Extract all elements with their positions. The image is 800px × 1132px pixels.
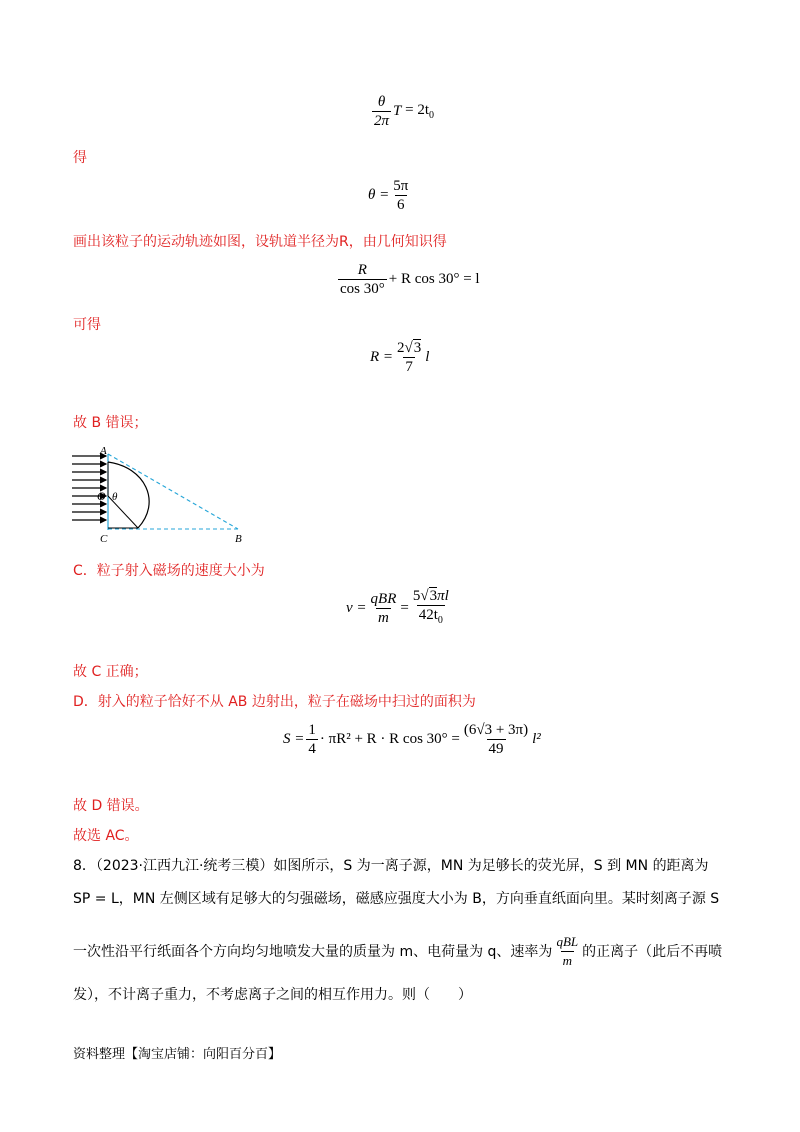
footer-source: 资料整理【淘宝店铺：向阳百分百】: [73, 1047, 282, 1062]
frac-num: θ: [377, 94, 386, 110]
tail: l: [425, 349, 430, 365]
equals: =: [400, 600, 409, 616]
frac-den: 6: [397, 197, 405, 213]
lhs: v =: [346, 600, 367, 616]
line3-part-a: 一次性沿平行纸面各个方向均匀地喷发大量的质量为 m、电荷量为 q、速率为: [73, 943, 553, 960]
frac-num: R: [357, 262, 367, 278]
trajectory-figure: [70, 442, 250, 544]
question-8-line-3: [73, 934, 722, 969]
label-B: B: [235, 533, 242, 544]
incident-particle-arrows: [72, 456, 106, 520]
frac-den: m: [378, 610, 389, 626]
frac-num: 5√3πl: [412, 588, 449, 604]
label-C: C: [100, 533, 108, 544]
frac-den: $42t_0$: [417, 605, 445, 629]
equation-radius: [370, 340, 429, 375]
lhs: R =: [370, 349, 394, 365]
equation-theta-period: [370, 94, 434, 129]
text-D-wrong: 故 D 错误。: [73, 798, 149, 814]
lhs: θ =: [368, 187, 390, 203]
text-option-D: D．射入的粒子恰好不从 AB 边射出，粒子在磁场中扫过的面积为: [73, 694, 476, 710]
mid: · πR² + R · R cos 30° =: [319, 731, 460, 747]
frac-num: (6√3 + 3π): [463, 722, 529, 738]
question-8-line-4: 发），不计离子重力，不考虑离子之间的相互作用力。则（ ）: [73, 987, 472, 1003]
frac-num: qBL: [556, 934, 579, 949]
frac-num: 1: [308, 722, 316, 738]
label-theta: θ: [112, 491, 118, 503]
frac-den: cos 30°: [340, 281, 385, 297]
frac-den: 7: [405, 359, 413, 375]
text-draw-trajectory: 画出该粒子的运动轨迹如图，设轨道半径为R，由几何知识得: [73, 234, 447, 250]
text-C-correct: 故 C 正确；: [73, 664, 148, 680]
line-AB: [108, 454, 238, 529]
rhs: = $2t_0$: [405, 102, 434, 121]
text-kede: 可得: [73, 317, 101, 333]
line3-part-b: 的正离子（此后不再喷: [582, 943, 723, 960]
frac-den: 4: [308, 741, 316, 757]
tail: l²: [532, 731, 541, 747]
equation-area: [283, 722, 541, 757]
label-A: A: [100, 445, 107, 457]
question-8-line-2: SP = L，MN 左侧区域有足够大的匀强磁场，磁感应强度大小为 B，方向垂直纸面向里。某时刻离子源 S: [73, 891, 720, 907]
frac-num: qBR: [370, 591, 397, 607]
text-option-C: C．粒子射入磁场的速度大小为: [73, 563, 265, 579]
rest: + R cos 30° = l: [388, 271, 480, 287]
text-B-wrong: 故 B 错误；: [73, 415, 148, 431]
period-symbol: T: [393, 103, 402, 119]
label-O: O: [97, 489, 106, 503]
question-8-line-1: 8．（2023·江西九江·统考三模）如图所示，S 为一离子源，MN 为足够长的荧光屏，S 到 MN 的距离为: [73, 858, 709, 874]
frac-den: 2π: [374, 113, 390, 129]
equation-velocity: [346, 588, 453, 629]
equation-theta: [368, 178, 412, 213]
frac-den: 49: [488, 741, 504, 757]
lhs: S =: [283, 731, 305, 747]
equation-geometry: [336, 262, 480, 297]
text-de: 得: [73, 150, 87, 166]
frac-den: m: [562, 953, 572, 968]
frac-num: 5π: [393, 178, 409, 194]
text-answer: 故选 AC。: [73, 828, 139, 844]
frac-num: 2√3: [397, 340, 422, 356]
